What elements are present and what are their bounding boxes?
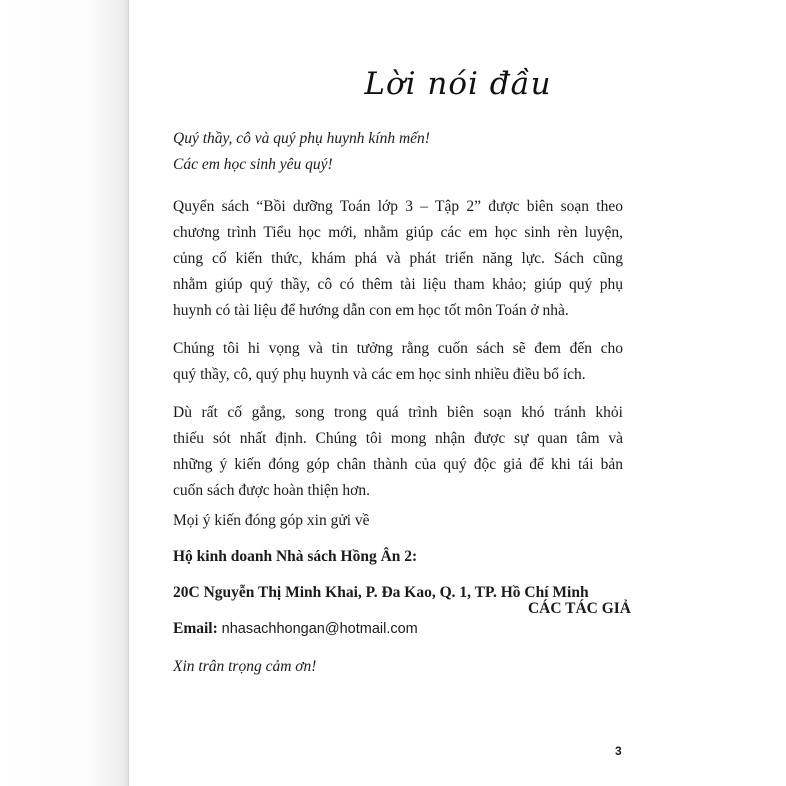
paragraph-line: huynh có tài liệu để hướng dẫn con em học tốt môn Toán ở nhà. [173, 302, 569, 319]
paragraph-line: thiếu sót nhất định. Chúng tôi mong nhận được sự quan tâm và [173, 430, 623, 447]
email-address: nhasachhongan@hotmail.com [221, 621, 418, 637]
paragraph-line: chương trình Tiểu học mới, nhằm giúp các em học sinh rèn luyện, [173, 224, 623, 241]
publisher-address: 20C Nguyễn Thị Minh Khai, P. Đa Kao, Q. 1, TP. Hồ Chí Minh [173, 584, 589, 601]
book-page [128, 0, 786, 786]
paragraph-line: Quyển sách “Bồi dưỡng Toán lớp 3 – Tập 2” được biên soạn theo [173, 198, 623, 215]
email-row [173, 616, 623, 642]
greeting-line-1: Quý thầy, cô và quý phụ huynh kính mến! [173, 130, 430, 147]
email-label: Email: [173, 620, 218, 637]
paragraph-intro [173, 194, 623, 324]
paragraph-line: Chúng tôi hi vọng và tin tưởng rằng cuốn sách sẽ đem đến cho [173, 340, 623, 357]
thanks-line: Xin trân trọng cảm ơn! [173, 658, 317, 675]
paragraph-line: cuốn sách được hoàn thiện hơn. [173, 482, 370, 499]
authors-signature: CÁC TÁC GIẢ [527, 600, 631, 617]
feedback-line: Mọi ý kiến đóng góp xin gửi về [173, 512, 370, 529]
paragraph-line: Dù rất cố gắng, song trong quá trình biên soạn khó tránh khỏi [173, 404, 623, 421]
paragraph-line: những ý kiến đóng góp chân thành của quý độc giả để khi tái bản [173, 456, 623, 473]
publisher-name: Hộ kinh doanh Nhà sách Hồng Ân 2: [173, 548, 418, 565]
paragraph-hope [173, 336, 623, 388]
page-number: 3 [615, 744, 622, 758]
paragraph-feedback [173, 400, 623, 504]
binding-gutter-shadow [0, 0, 128, 786]
greeting-line-2: Các em học sinh yêu quý! [173, 156, 333, 173]
paragraph-line: quý thầy, cô, quý phụ huynh và các em học sinh nhiều điều bổ ích. [173, 366, 586, 383]
paragraph-line: nhằm giúp quý thầy, cô có thêm tài liệu tham khảo; giúp quý phụ [173, 276, 623, 293]
page-content [173, 126, 623, 680]
page-heading: Lời nói đầu [364, 66, 552, 102]
paragraph-line: củng cố kiến thức, khám phá và phát triển năng lực. Sách cũng [173, 250, 623, 267]
